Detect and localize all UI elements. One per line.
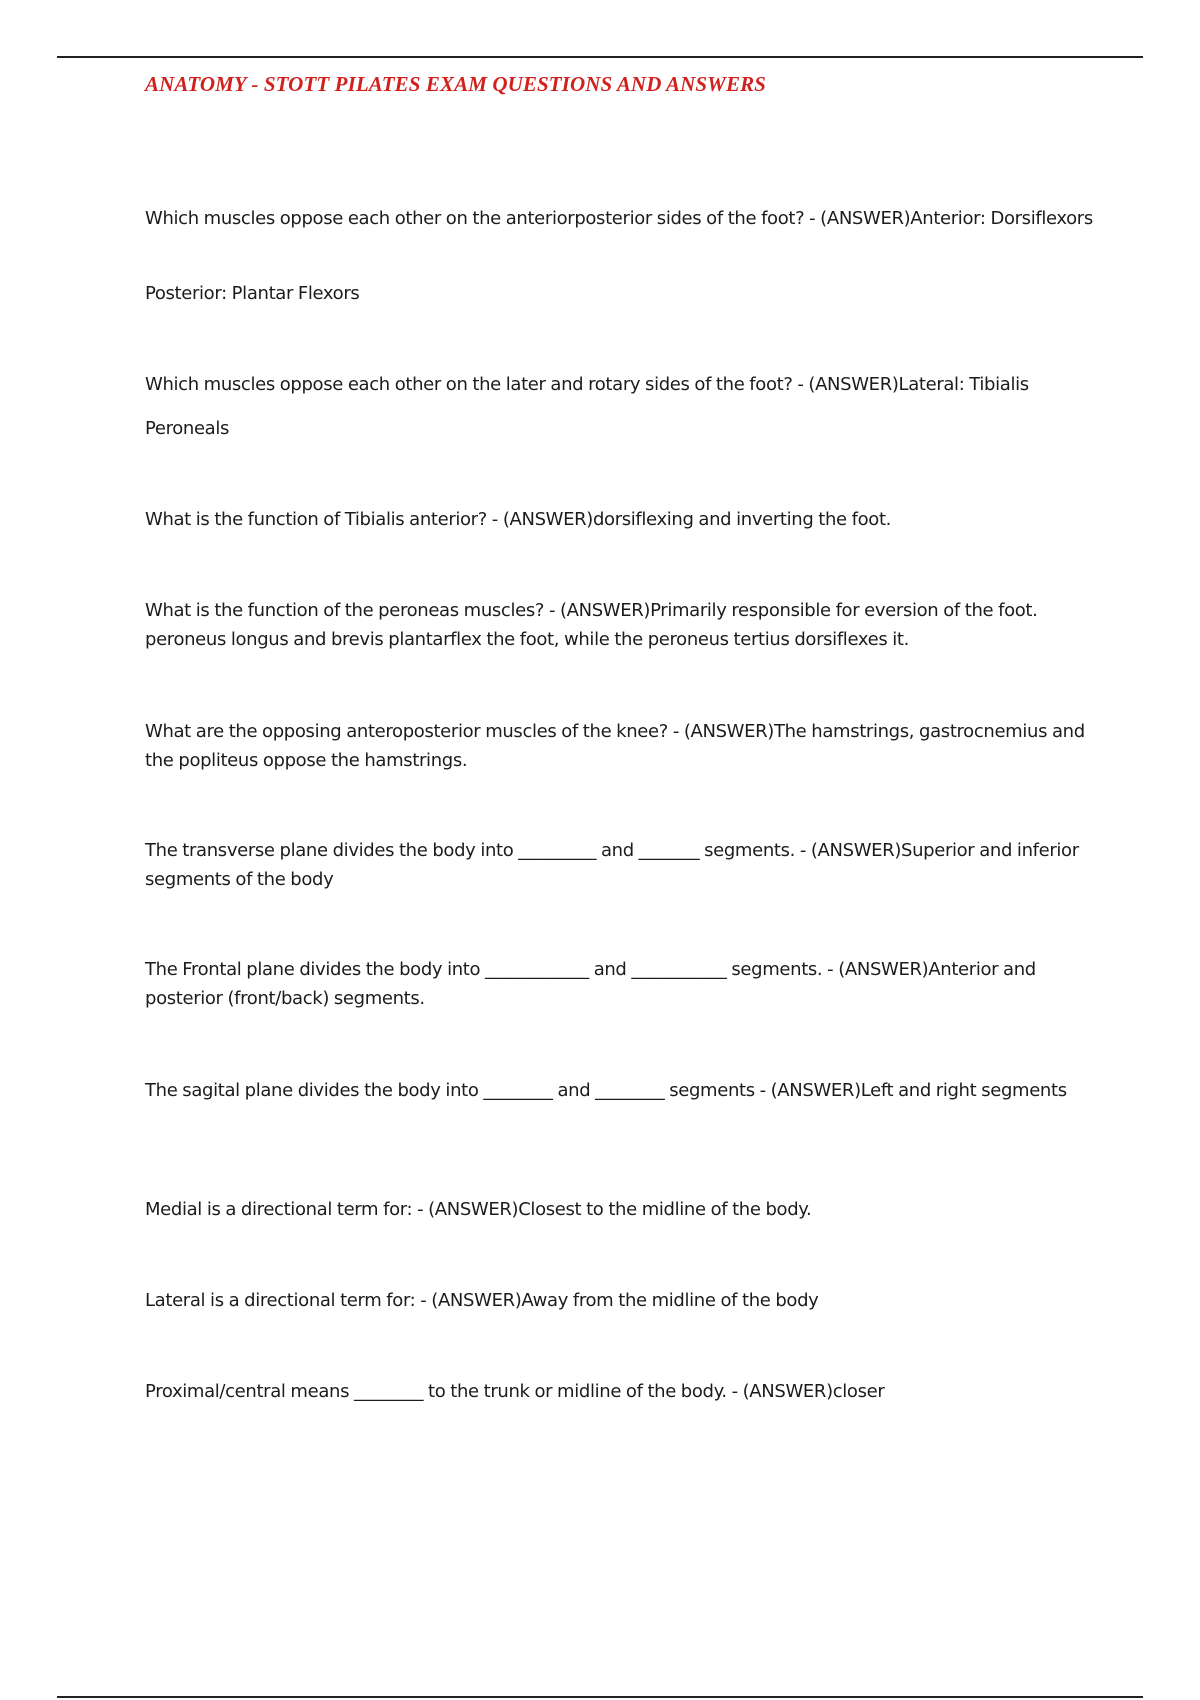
qa-paragraph-2: Posterior: Plantar Flexors: [145, 283, 360, 304]
qa-paragraph-1: Which muscles oppose each other on the anteriorposterior sides of the foot? - (ANSWER)Anterior: Dorsiflexors: [145, 208, 1093, 229]
qa-paragraph-11: Medial is a directional term for: - (ANSWER)Closest to the midline of the body.: [145, 1199, 812, 1220]
qa-paragraph-3: Which muscles oppose each other on the later and rotary sides of the foot? - (ANSWER)Lateral: Tibialis: [145, 374, 1029, 395]
qa-paragraph-6: What is the function of the peroneas muscles? - (ANSWER)Primarily responsible for eversion of the foot. peroneus longus and brevis plantarflex the foot, while the peroneus tertius dorsiflexes it.: [145, 600, 1038, 650]
qa-paragraph-7: What are the opposing anteroposterior muscles of the knee? - (ANSWER)The hamstrings, gastrocnemius and the popliteus oppose the hamstrings.: [145, 721, 1085, 771]
qa-paragraph-9: The Frontal plane divides the body into ____________ and ___________ segments. - (ANSWER)Anterior and posterior (front/back) segments.: [145, 959, 1036, 1009]
qa-paragraph-13: Proximal/central means ________ to the trunk or midline of the body. - (ANSWER)closer: [145, 1381, 885, 1402]
qa-paragraph-4: Peroneals: [145, 418, 230, 439]
qa-paragraph-5: What is the function of Tibialis anterior? - (ANSWER)dorsiflexing and inverting the foot.: [145, 509, 892, 530]
header-rule: [57, 56, 1143, 58]
footer-rule: [57, 1696, 1143, 1698]
qa-paragraph-8: The transverse plane divides the body into _________ and _______ segments. - (ANSWER)Superior and inferior segments of the body: [145, 840, 1079, 890]
qa-paragraph-12: Lateral is a directional term for: - (ANSWER)Away from the midline of the body: [145, 1290, 819, 1311]
document-title: ANATOMY - STOTT PILATES EXAM QUESTIONS AND ANSWERS: [145, 72, 766, 96]
qa-paragraph-10: The sagital plane divides the body into ________ and ________ segments - (ANSWER)Left and right segments: [145, 1080, 1067, 1101]
